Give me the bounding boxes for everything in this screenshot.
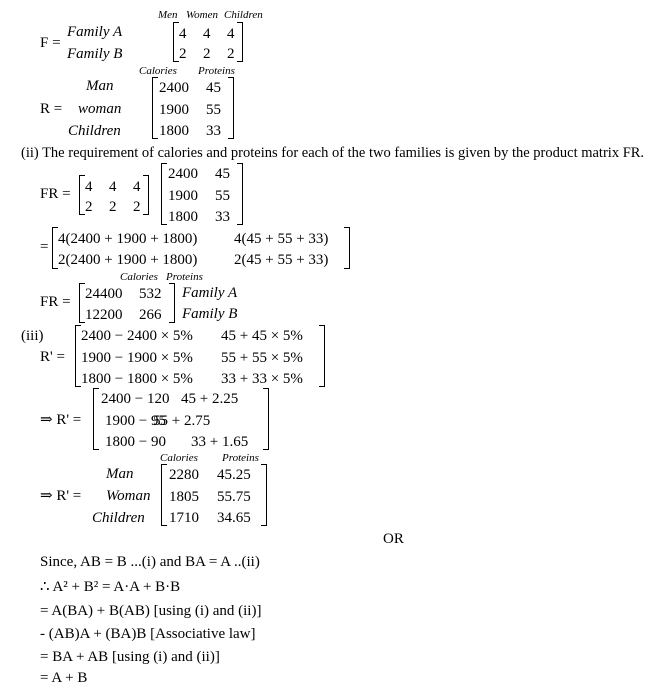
- part-ii-statement: (ii) The requirement of calories and proteins for each of the two families is given by the product matrix FR.: [21, 145, 645, 161]
- matrix-cell: 1800 − 1800 × 5%: [81, 371, 193, 387]
- matrix-cell: 55: [215, 188, 230, 204]
- matrix-cell: 4: [227, 26, 235, 42]
- r-row-label-man: Man: [86, 78, 114, 94]
- left-bracket: [161, 464, 167, 526]
- matrix-cell: 45.25: [217, 467, 251, 483]
- matrix-cell: 1900 − 1900 × 5%: [81, 350, 193, 366]
- r-prime-matrix-3: [161, 464, 267, 526]
- matrix-cell: 2400 − 120: [101, 391, 170, 407]
- fr-f-matrix: [79, 175, 149, 215]
- r-prime-matrix-2: [93, 388, 269, 450]
- matrix-cell: 12200: [85, 307, 123, 323]
- matrix-cell: 266: [139, 307, 162, 323]
- matrix-cell: 1800: [168, 209, 198, 225]
- matrix-cell: 45: [215, 166, 230, 182]
- matrix-cell: 1900: [168, 188, 198, 204]
- f-row-label-family-a: Family A: [67, 24, 123, 40]
- matrix-cell: 1800: [159, 123, 189, 139]
- f-row-label-family-b: Family B: [67, 46, 123, 62]
- matrix-cell: 33 + 1.65: [191, 434, 249, 450]
- fr-r-matrix: [161, 163, 243, 225]
- matrix-cell: 2: [85, 199, 93, 215]
- matrix-cell: 1800 − 90: [105, 434, 166, 450]
- matrix-cell: 45 + 45 × 5%: [221, 328, 303, 344]
- or-separator: OR: [383, 531, 404, 547]
- r-prime-col-header-calories: Calories: [160, 452, 198, 464]
- right-bracket: [228, 77, 234, 139]
- right-bracket: [143, 175, 149, 215]
- matrix-cell: 45 + 2.25: [181, 391, 239, 407]
- f-col-header-children: Children: [224, 9, 263, 21]
- matrix-cell: 2400: [168, 166, 198, 182]
- r-row-label-children: Children: [68, 123, 121, 139]
- r-prime-step-3-label: ⇒ R' =: [40, 488, 82, 504]
- r-prime-row-label-woman: Woman: [106, 488, 151, 504]
- matrix-cell: 4: [203, 26, 211, 42]
- f-matrix: [173, 22, 243, 62]
- r-prime-row-label-man: Man: [106, 466, 134, 482]
- r-prime-row-label-children: Children: [92, 510, 145, 526]
- matrix-cell: 2400 − 2400 × 5%: [81, 328, 193, 344]
- matrix-cell: 1805: [169, 489, 199, 505]
- r-col-header-proteins: Proteins: [198, 65, 235, 77]
- fr-expanded-matrix: [52, 227, 350, 269]
- matrix-cell: 55: [206, 102, 221, 118]
- fr-row-label-family-a: Family A: [182, 285, 238, 301]
- fr-label: FR =: [40, 186, 71, 202]
- fr-row-label-family-b: Family B: [182, 306, 238, 322]
- r-prime-step-2-label: ⇒ R' =: [40, 412, 82, 428]
- right-bracket: [261, 464, 267, 526]
- matrix-cell: 4: [109, 179, 117, 195]
- r-prime-label: R' =: [40, 349, 65, 365]
- r-matrix: [152, 77, 234, 139]
- matrix-cell: 2400: [159, 80, 189, 96]
- part-iii-label: (iii): [21, 328, 44, 344]
- matrix-cell: 2: [227, 46, 235, 62]
- r-prime-matrix-1: [75, 325, 325, 387]
- proof-line-4: - (AB)A + (BA)B [Associative law]: [40, 626, 256, 642]
- fr-result-matrix: [79, 283, 175, 323]
- matrix-cell: 2: [109, 199, 117, 215]
- proof-line-3: = A(BA) + B(AB) [using (i) and (ii)]: [40, 603, 262, 619]
- fr-col-header-calories: Calories: [120, 271, 158, 283]
- right-bracket: [237, 163, 243, 225]
- matrix-cell: 4: [179, 26, 187, 42]
- left-bracket: [152, 77, 158, 139]
- matrix-cell: 55 + 2.75: [153, 413, 211, 429]
- matrix-cell: 1900: [159, 102, 189, 118]
- matrix-cell: 34.65: [217, 510, 251, 526]
- matrix-cell: 33: [206, 123, 221, 139]
- matrix-cell: 4: [133, 179, 141, 195]
- right-bracket: [169, 283, 175, 323]
- matrix-cell: 2(45 + 55 + 33): [234, 252, 329, 268]
- matrix-cell: 45: [206, 80, 221, 96]
- matrix-cell: 2(2400 + 1900 + 1800): [58, 252, 198, 268]
- proof-line-2: ∴ A² + B² = A·A + B·B: [40, 579, 181, 595]
- left-bracket: [161, 163, 167, 225]
- matrix-cell: 2: [133, 199, 141, 215]
- left-bracket: [93, 388, 99, 450]
- matrix-cell: 33 + 33 × 5%: [221, 371, 303, 387]
- matrix-cell: 2: [179, 46, 187, 62]
- matrix-cell: 2: [203, 46, 211, 62]
- proof-line-1: Since, AB = B ...(i) and BA = A ..(ii): [40, 554, 260, 570]
- right-bracket: [344, 227, 350, 269]
- matrix-cell: 33: [215, 209, 230, 225]
- equals-sign: =: [40, 239, 49, 255]
- right-bracket: [319, 325, 325, 387]
- right-bracket: [263, 388, 269, 450]
- f-col-header-men: Men: [158, 9, 178, 21]
- r-col-header-calories: Calories: [139, 65, 177, 77]
- f-col-header-women: Women: [186, 9, 218, 21]
- matrix-cell: 1710: [169, 510, 199, 526]
- fr-col-header-proteins: Proteins: [166, 271, 203, 283]
- matrix-cell: 55 + 55 × 5%: [221, 350, 303, 366]
- proof-line-6: = A + B: [40, 670, 88, 686]
- matrix-cell: 1900 − 95: [105, 413, 166, 429]
- proof-line-5: = BA + AB [using (i) and (ii)]: [40, 649, 220, 665]
- right-bracket: [237, 22, 243, 62]
- matrix-cell: 24400: [85, 286, 123, 302]
- matrix-cell: 532: [139, 286, 162, 302]
- matrix-cell: 55.75: [217, 489, 251, 505]
- matrix-cell: 4(2400 + 1900 + 1800): [58, 231, 198, 247]
- r-prime-col-header-proteins: Proteins: [222, 452, 259, 464]
- f-label: F =: [40, 35, 61, 51]
- r-row-label-woman: woman: [78, 101, 122, 117]
- matrix-cell: 2280: [169, 467, 199, 483]
- matrix-cell: 4: [85, 179, 93, 195]
- matrix-cell: 4(45 + 55 + 33): [234, 231, 329, 247]
- r-label: R =: [40, 101, 63, 117]
- fr-result-label: FR =: [40, 294, 71, 310]
